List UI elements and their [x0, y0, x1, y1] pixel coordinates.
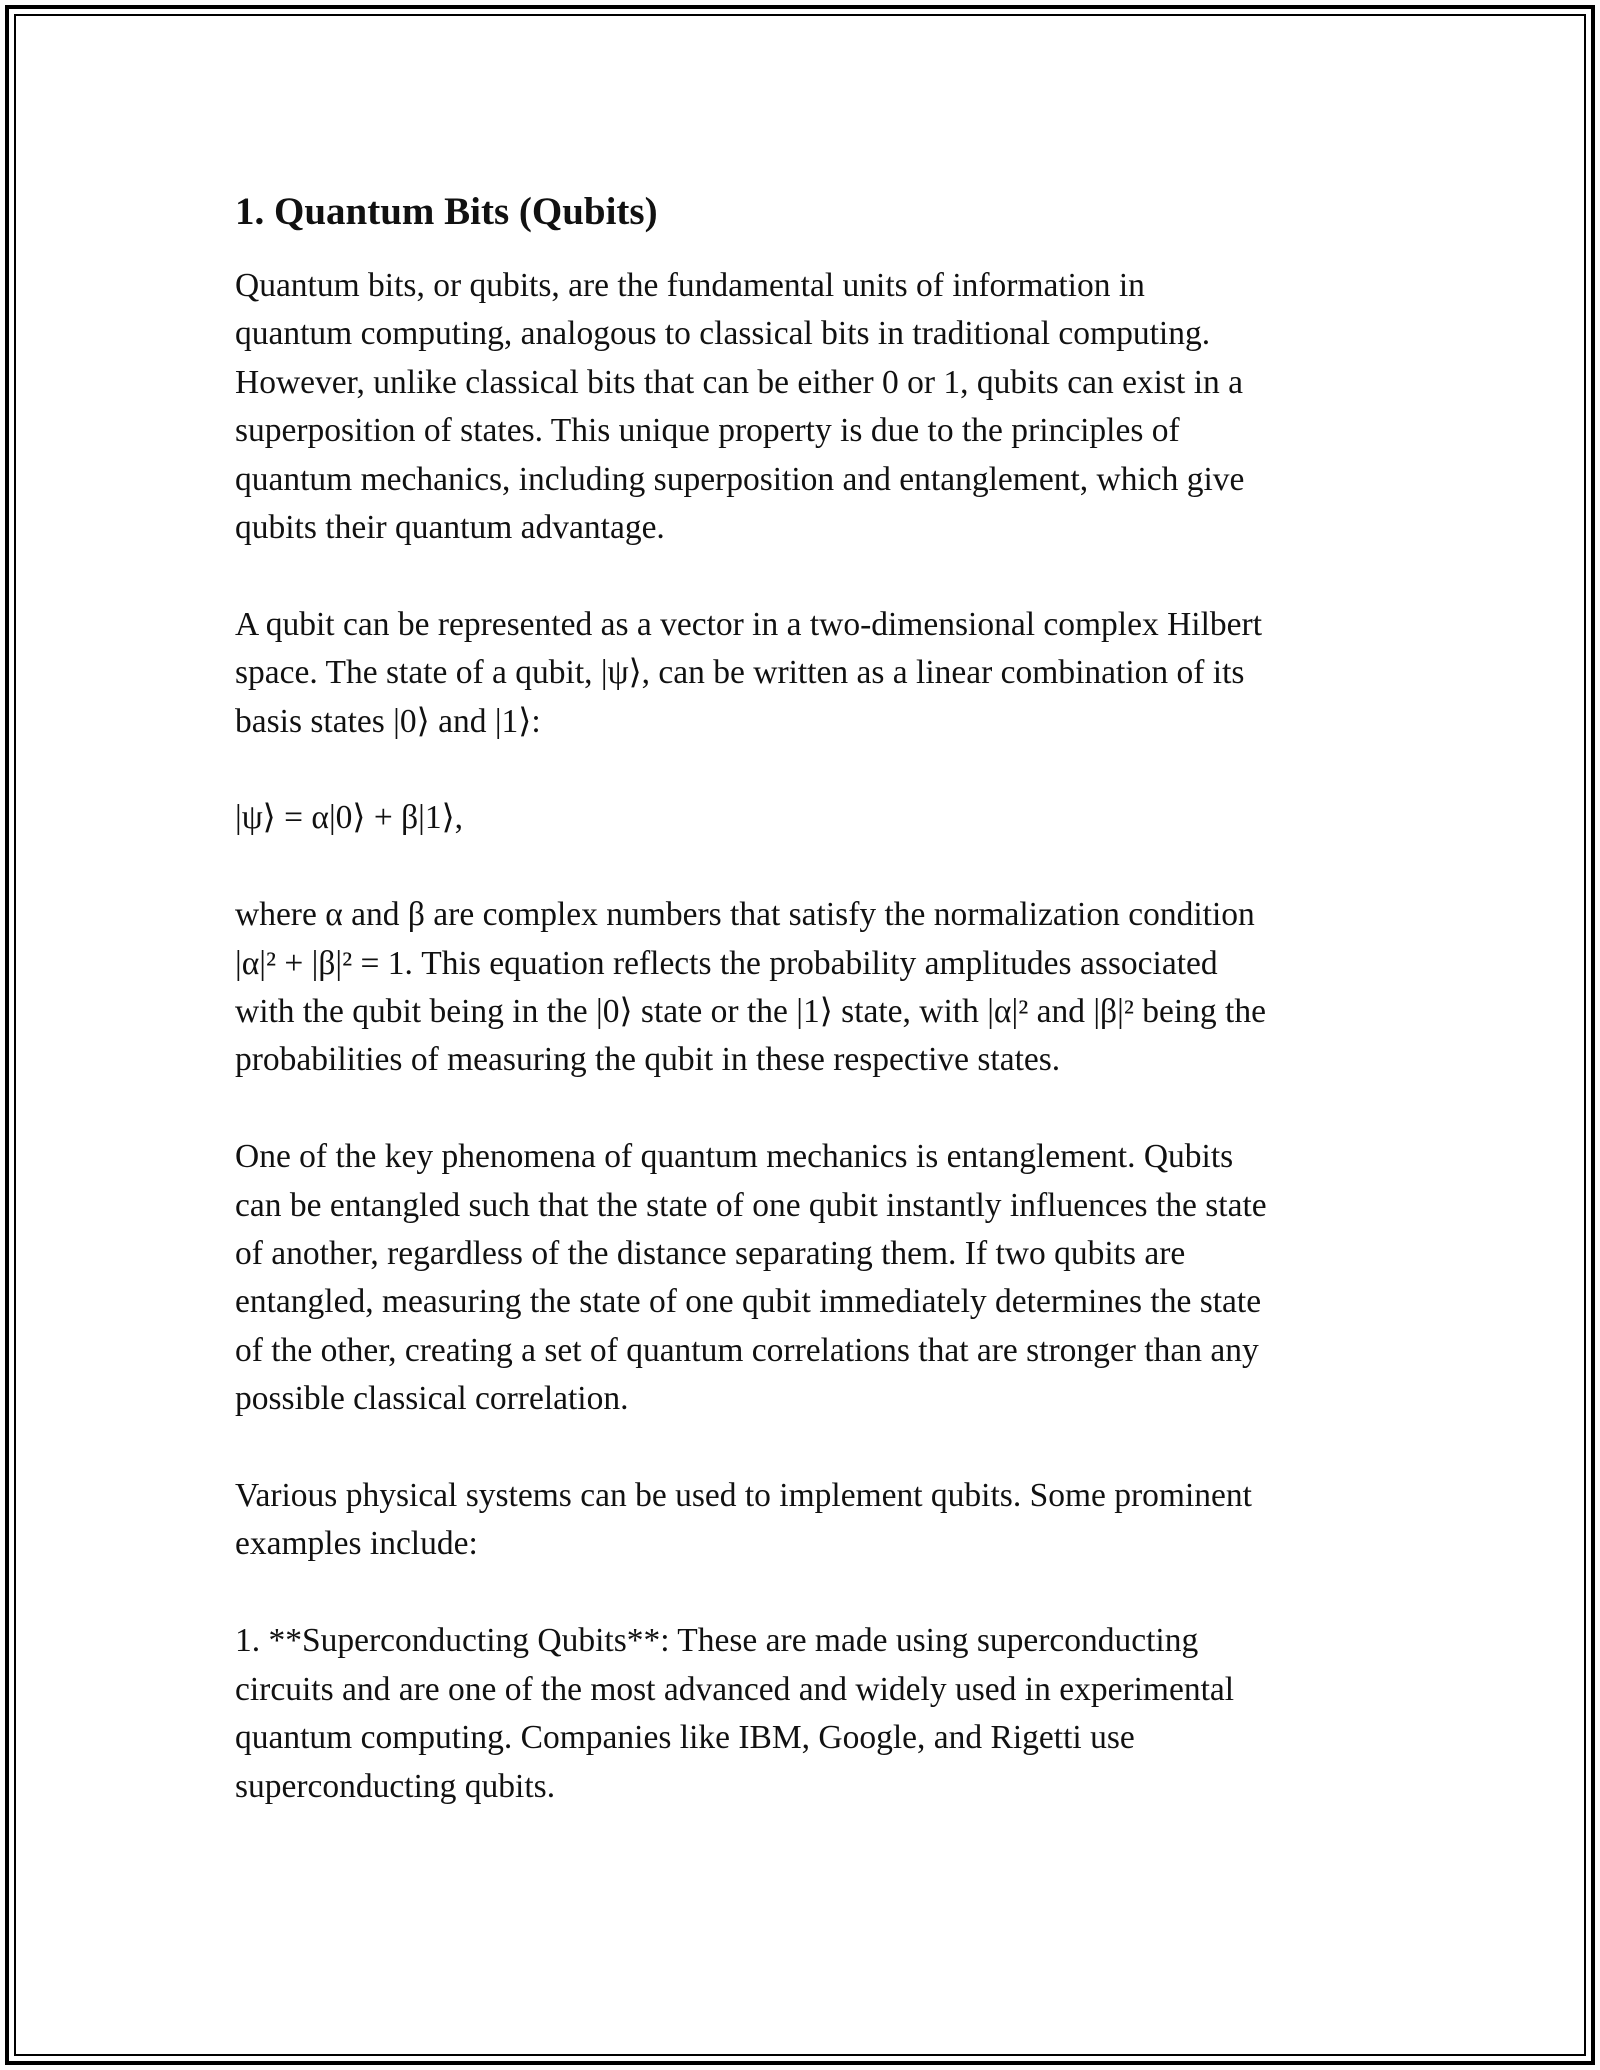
paragraph-entanglement: One of the key phenomena of quantum mechanics is entanglement. Qubits can be entangled such that the state of one qubit instantly influences the state of another, regardless of the distance separating them. If two qubits are entangled, measuring the state of one qubit immediately determines the state of the other, creating a set of quantum correlations that are stronger than any possible classical correlation.	[235, 1138, 1267, 1418]
paragraph-normalization: where α and β are complex numbers that satisfy the normalization condition |α|² + |β|² = 1. This equation reflects the probability amplitudes associated with the qubit being in the |0⟩ state or the |1⟩ state, with |α|² and |β|² being the probabilities of measuring the qubit in these respective states.	[235, 896, 1266, 1079]
document-body	[235, 188, 1370, 1811]
equation-qubit-state: |ψ⟩ = α|0⟩ + β|1⟩,	[235, 799, 464, 837]
paragraph-intro: Quantum bits, or qubits, are the fundamental units of information in quantum computing, analogous to classical bits in traditional computing. However, unlike classical bits that can be either 0 or 1, qubits can exist in a superposition of states. This unique property is due to the principles of quantum mechanics, including superposition and entanglement, which give qubits their quantum advantage.	[235, 267, 1245, 547]
paragraph-physical-systems: Various physical systems can be used to implement qubits. Some prominent examples include:	[235, 1477, 1252, 1563]
paragraph-hilbert-space: A qubit can be represented as a vector in a two-dimensional complex Hilbert space. The state of a qubit, |ψ⟩, can be written as a linear combination of its basis states |0⟩ and |1⟩:	[235, 605, 1263, 740]
list-item-superconducting: 1. **Superconducting Qubits**: These are made using superconducting circuits and are one of the most advanced and widely used in experimental quantum computing. Companies like IBM, Google, and Rigetti use superconducting qubits.	[235, 1622, 1235, 1805]
section-heading: 1. Quantum Bits (Qubits)	[235, 190, 658, 233]
